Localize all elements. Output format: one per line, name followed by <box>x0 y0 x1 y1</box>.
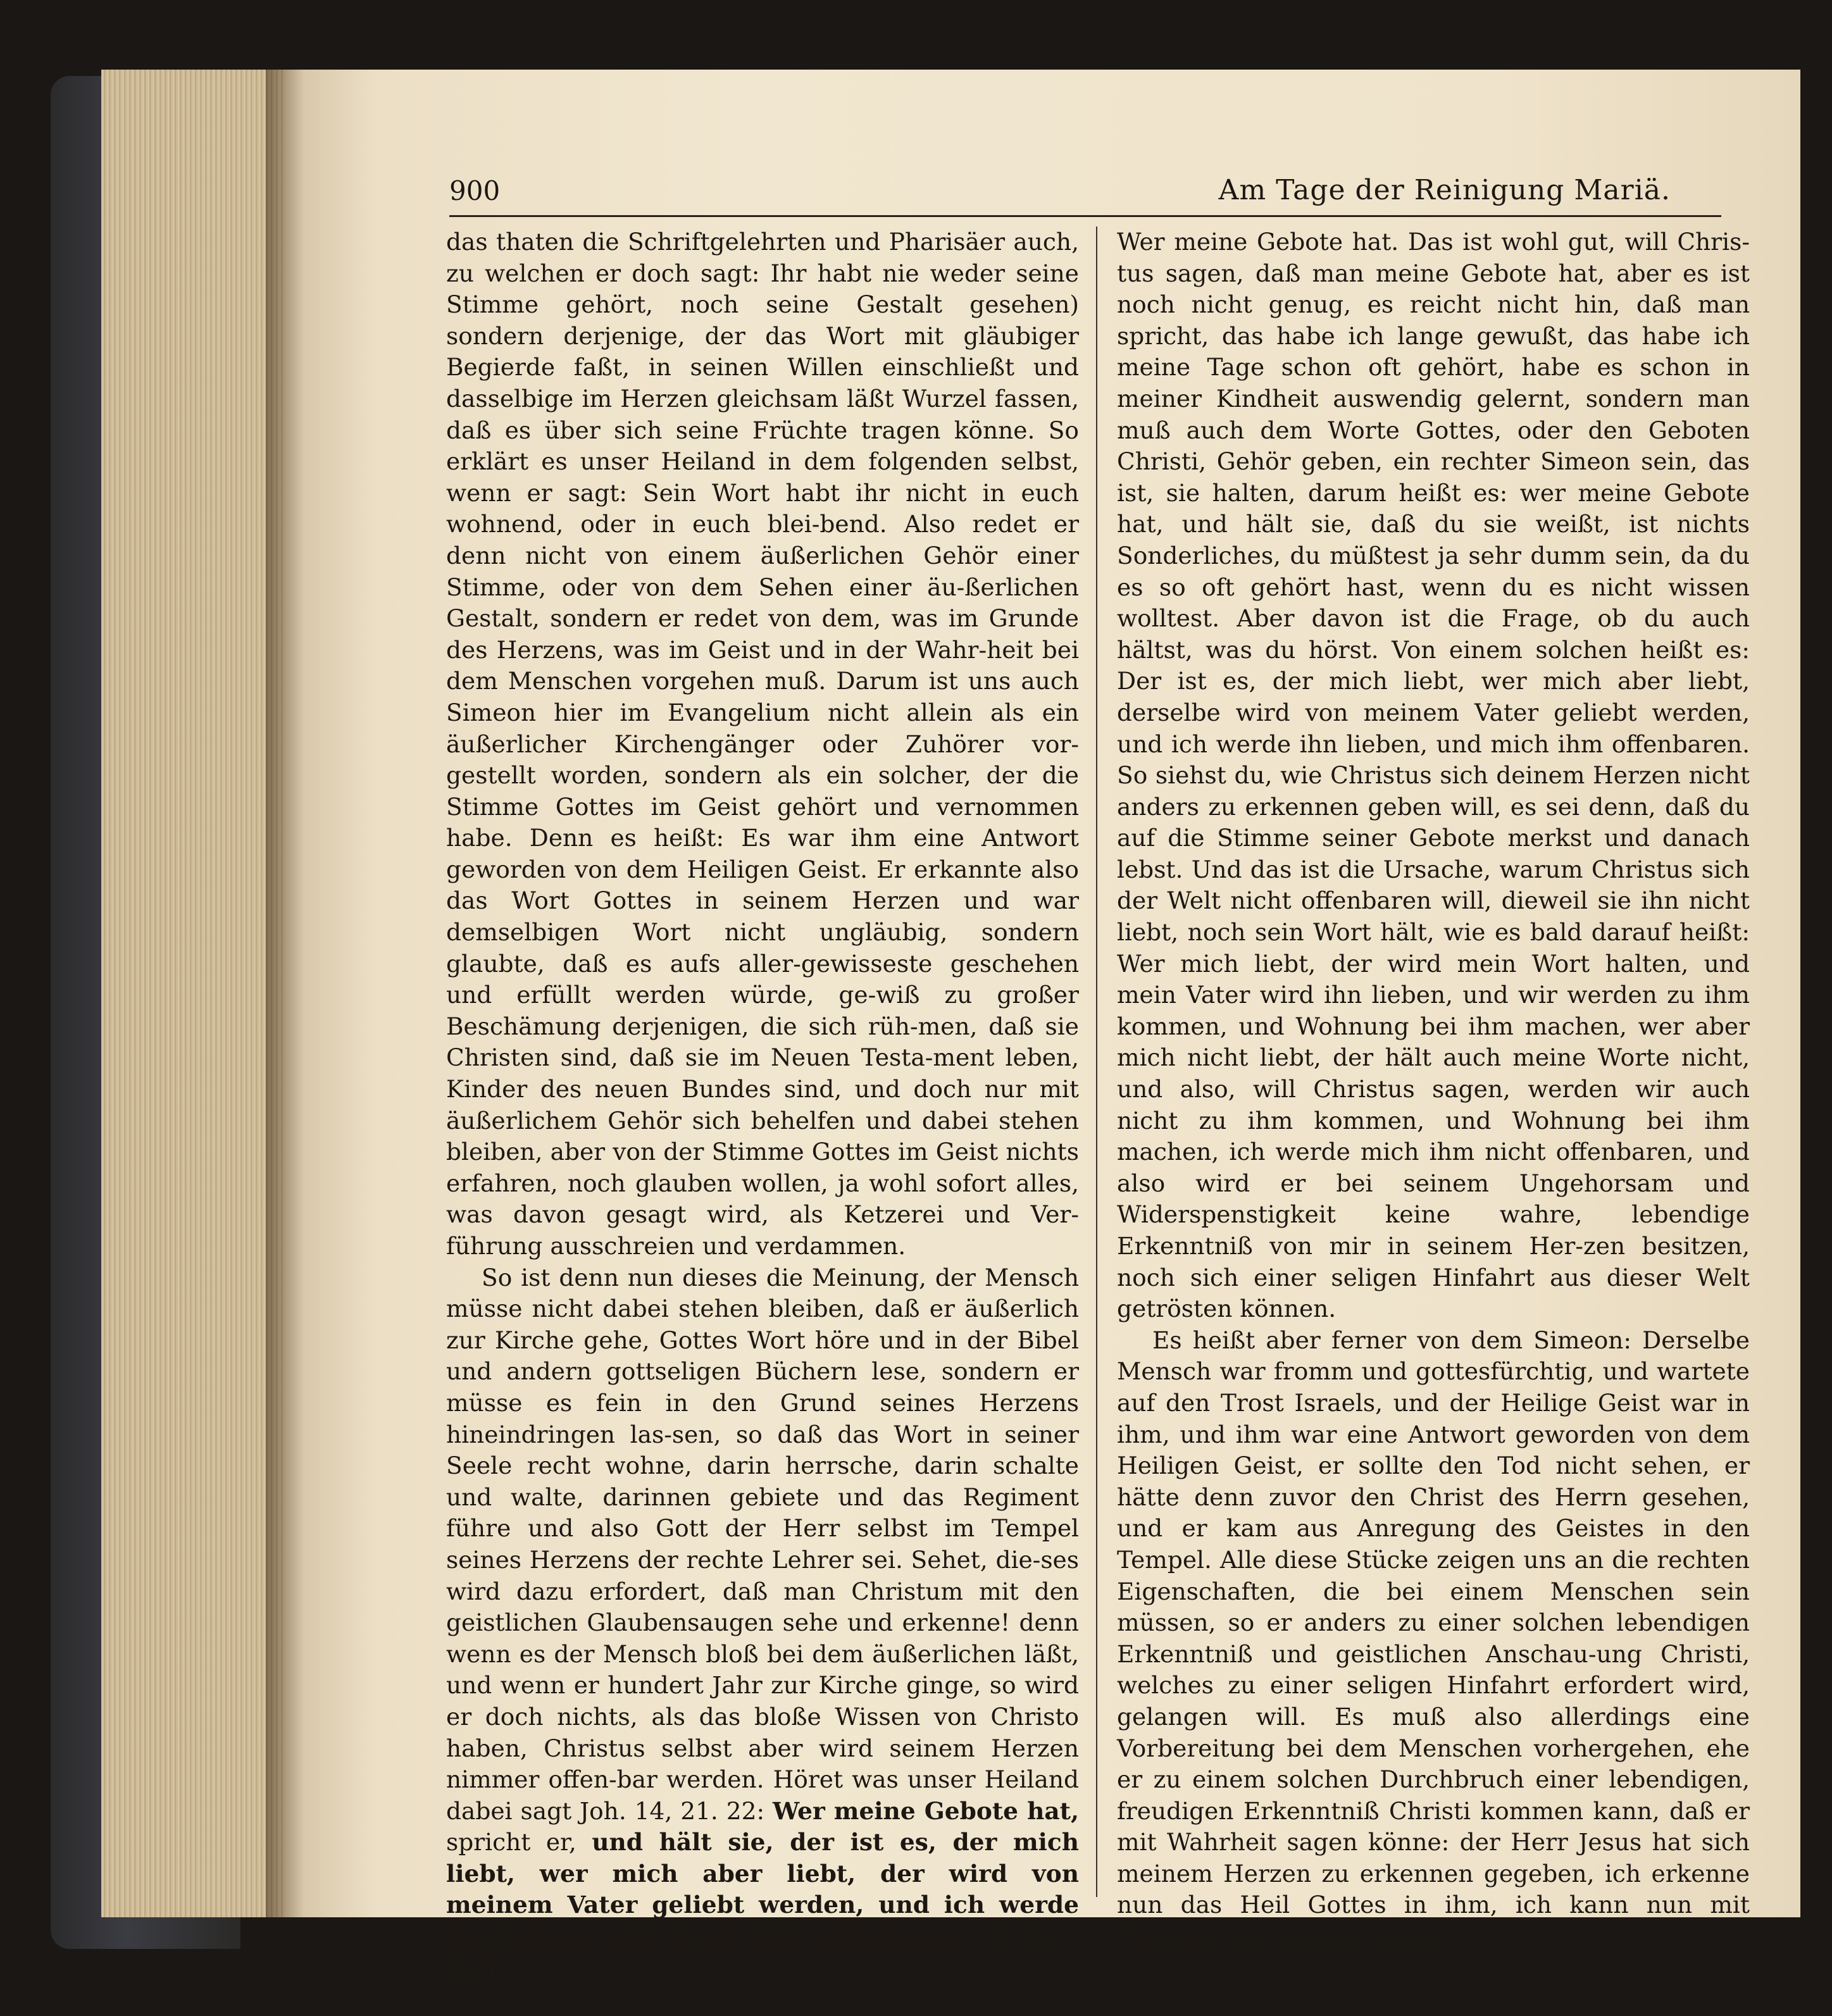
right-paragraph-1: Wer meine Gebote hat. Das ist wohl gut, will Chris-tus sagen, daß man meine Gebote hat, aber es ist noch nicht genug, es reicht nicht hin, daß man spricht, das habe ich lange gewußt, das habe ich meine Tage schon oft gehört, habe es schon in meiner Kindheit auswendig gelernt, sondern man muß auch dem Worte Gottes, oder den Geboten Christi, Gehör geben, ein rechter Simeon sein, das ist, sie halten, darum heißt es: wer meine Gebote hat, und hält sie, daß du sie weißt, ist nichts Sonderliches, du müßtest ja sehr dumm sein, da du es so oft gehört hast, wenn du es nicht wissen wolltest. Aber davon ist die Frage, ob du auch hältst, was du hörst. Von einem solchen heißt es: Der ist es, der mich liebt, wer mich aber liebt, derselbe wird von meinem Vater geliebt werden, und ich werde ihn lieben, und mich ihm offenbaren. So siehst du, wie Christus sich deinem Herzen nicht anders zu erkennen geben will, es sei denn, daß du auf die Stimme seiner Gebote merkst und danach lebst. Und das ist die Ursache, warum Christus sich der Welt nicht offenbaren will, dieweil sie ihn nicht liebt, noch sein Wort hält, wie es bald darauf heißt: Wer mich liebt, der wird mein Wort halten, und mein Vater wird ihn lieben, und wir werden zu ihm kommen, und Wohnung bei ihm machen, wer aber mich nicht liebt, der hält auch meine Worte nicht, und also, will Christus sagen, werden wir auch nicht zu ihm kommen, und Wohnung bei ihm machen, ich werde mich ihm nicht offenbaren, und also wird er bei seinem Ungehorsam und Widerspenstigkeit keine wahre, lebendige Erkenntniß von mir in seinem Her-zen besitzen, noch sich einer seligen Hinfahrt aus dieser Welt getrösten können. <box>1117 228 1750 1323</box>
right-paragraph-2: Es heißt aber ferner von dem Simeon: Derselbe Mensch war fromm und gottesfürchtig, und wartete auf den Trost Israels, und der Heilige Geist war in ihm, und ihm war eine Antwort geworden von dem Heiligen Geist, er sollte den Tod nicht sehen, er hätte denn zuvor den Christ des Herrn gesehen, und er kam aus Anregung des Geistes in den Tempel. Alle diese Stücke zeigen uns an die rechten Eigenschaften, die bei einem Menschen sein müssen, so er anders zu einer solchen lebendigen Erkenntniß und geistlichen Anschau-ung Christi, welches zu einer seligen Hinfahrt erfordert wird, gelangen will. Es muß also allerdings eine Vorbereitung bei dem Menschen vorhergehen, ehe er zu einem solchen Durchbruch einer lebendigen, freudigen Erkenntniß Christi kommen kann, daß er mit Wahrheit sagen könne: der Herr Jesus hat sich meinem Herzen zu erkennen gegeben, ich erkenne nun das Heil Gottes in ihm, ich kann nun mit Freuden von hinnen fahren. <box>1117 1326 1750 1951</box>
left-paragraph-2 <box>446 1262 1079 1984</box>
left-paragraph-2-end: Erstlich heißt es: <box>446 1922 1079 1982</box>
left-paragraph-1: das thaten die Schriftgelehrten und Pharisäer auch, zu welchen er doch sagt: Ihr habt nie weder seine Stimme gehört, noch seine Gestalt gesehen) sondern derjenige, der das Wort mit gläubiger Begierde faßt, in seinen Willen einschließt und dasselbige im Herzen gleichsam läßt Wurzel fassen, daß es über sich seine Früchte tragen könne. So erklärt es unser Heiland in dem folgenden selbst, wenn er sagt: Sein Wort habt ihr nicht in euch wohnend, oder in euch blei-bend. Also redet er denn nicht von einem äußerlichen Gehör einer Stimme, oder von dem Sehen einer äu-ßerlichen Gestalt, sondern er redet von dem, was im Grunde des Herzens, was im Geist und in der Wahr-heit bei dem Menschen vorgehen muß. Darum ist uns auch Simeon hier im Evangelium nicht allein als ein äußerlicher Kirchengänger oder Zuhörer vor-gestellt worden, sondern als ein solcher, der die Stimme Gottes im Geist gehört und vernommen habe. Denn es heißt: Es war ihm eine Antwort geworden von dem Heiligen Geist. Er erkannte also das Wort Gottes in seinem Herzen und war demselbigen Wort nicht ungläubig, sondern glaubte, daß es aufs aller-gewisseste geschehen und erfüllt werden würde, ge-wiß zu großer Beschämung derjenigen, die sich rüh-men, daß sie Christen sind, daß sie im Neuen Testa-ment leben, Kinder des neuen Bundes sind, und doch nur mit äußerlichem Gehör sich behelfen und dabei stehen bleiben, aber von der Stimme Gottes im Geist nichts erfahren, noch glauben wollen, ja wohl sofort alles, was davon gesagt wird, als Ketzerei und Ver-führung ausschreien und verdammen. <box>446 228 1079 1260</box>
page-number: 900 <box>449 175 501 206</box>
gutter-shadow <box>266 70 304 1917</box>
book-page <box>285 70 1800 1982</box>
column-divider <box>1096 227 1097 1897</box>
right-column <box>1117 227 1750 1953</box>
running-head: Am Tage der Reinigung Mariä. <box>1218 174 1671 206</box>
page-edges <box>101 70 291 1917</box>
left-paragraph-2-start: So ist denn nun dieses die Meinung, der Mensch müsse nicht dabei stehen bleiben, daß er äußerlich zur Kirche gehe, Gottes Wort höre und in der Bibel und andern gottseligen Büchern lese, sondern er müsse es fein in den Grund seines Herzens hineindringen las-sen, so daß das Wort in seiner Seele recht wohne, darin herrsche, darin schalte und walte, darinnen gebiete und das Regiment führe und also Gott der Herr selbst im Tempel seines Herzens der rechte Lehrer sei. Sehet, die-ses wird dazu erfordert, daß man Christum mit den geistlichen Glaubensaugen sehe und erkenne! denn wenn es der Mensch bloß bei dem äußerlichen läßt, und wenn er hundert Jahr zur Kirche ginge, so wird er doch nichts, als das bloße Wissen von Christo haben, Christus selbst aber wird seinem Herzen nimmer offen-bar werden. Höret was unser Heiland dabei sagt Joh. 14, 21. 22: <box>446 1263 1079 1825</box>
left-paragraph-2-mid: spricht er, <box>446 1828 576 1857</box>
page-header <box>449 165 1721 217</box>
bible-quote-bold-b: und hält sie, der ist es, der mich liebt, wer mich aber liebt, der wird von meinem Vater geliebt werden, und ich werde ihn lieben, und mich ihm offenbaren. <box>446 1828 1079 1951</box>
left-column <box>446 227 1079 1984</box>
bible-quote-bold-a: Wer meine Gebote hat, <box>773 1796 1080 1825</box>
